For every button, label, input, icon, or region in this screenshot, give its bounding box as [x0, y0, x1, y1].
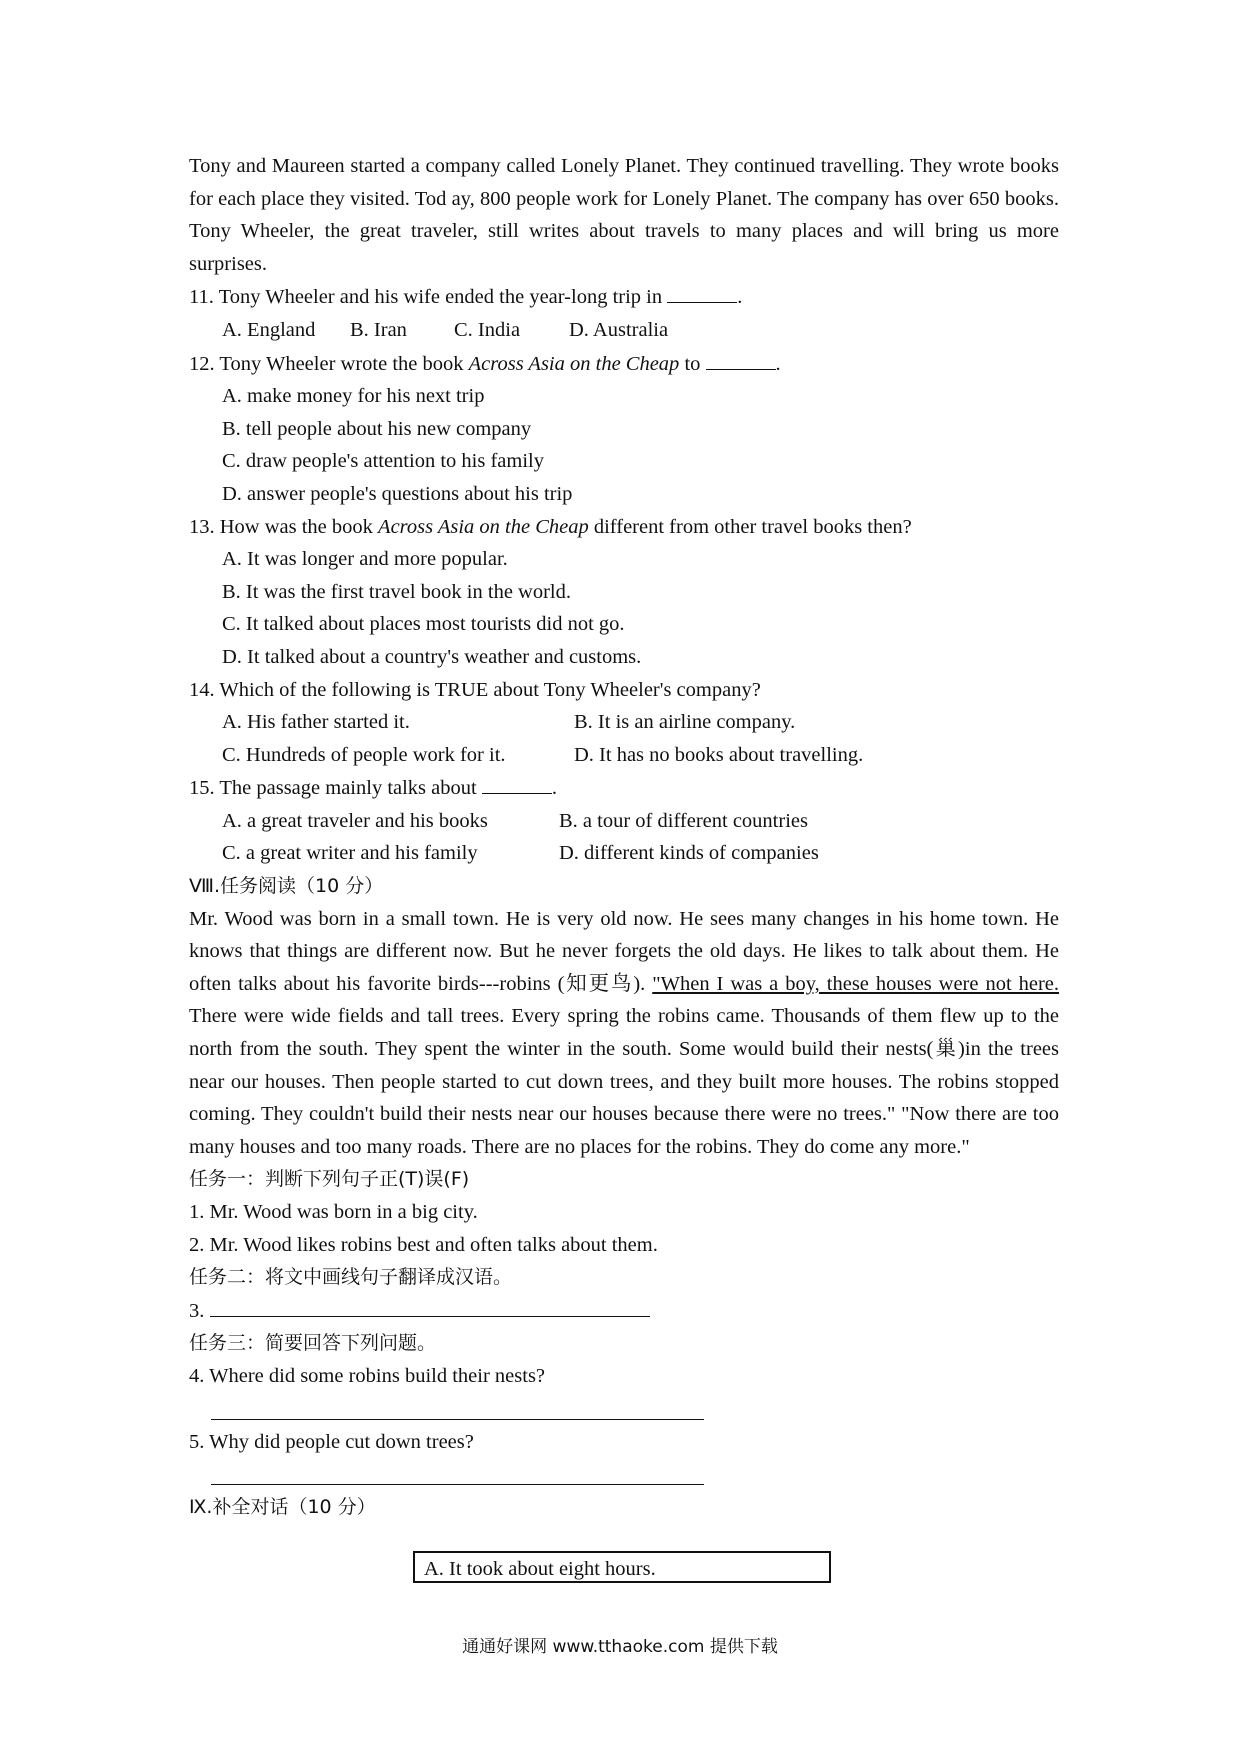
- section-8-passage: [189, 903, 1059, 1164]
- option-a: A. It was longer and more popular.: [222, 548, 508, 571]
- section-9-heading: Ⅸ.补全对话（10 分）: [189, 1496, 376, 1519]
- question-14: 14. Which of the following is TRUE about Tony Wheeler's company?: [189, 678, 761, 701]
- underlined-sentence: "When I was a boy, these houses were not here.: [652, 972, 1060, 995]
- answer-line: [211, 1458, 704, 1485]
- option-c: C. Hundreds of people work for it.: [222, 743, 506, 766]
- question-stem-end: different from other travel books then?: [588, 515, 912, 538]
- question-13: [189, 511, 1059, 544]
- exam-page: [189, 150, 1059, 1524]
- option-a: A. His father started it.: [222, 711, 410, 734]
- task-1-heading: 任务一：判断下列句子正(T)误(F): [189, 1168, 470, 1191]
- punct: .: [737, 286, 743, 309]
- book-title: Across Asia on the Cheap: [468, 352, 680, 375]
- punct: .: [775, 352, 781, 375]
- option-b: B. It was the first travel book in the world.: [222, 580, 572, 603]
- answer-blank: [482, 771, 552, 794]
- q15-options-row1: [189, 805, 1059, 838]
- punct: .: [551, 777, 557, 800]
- question-11: [189, 280, 1059, 314]
- answer-blank: [667, 280, 737, 303]
- option-a: A. England: [222, 318, 316, 341]
- option-c: C. India: [454, 318, 521, 341]
- statement-1: 1. Mr. Wood was born in a big city.: [189, 1201, 478, 1223]
- question-stem: 12. Tony Wheeler wrote the book: [189, 352, 469, 375]
- option-b: B. tell people about his new company: [222, 417, 532, 440]
- question-4: 4. Where did some robins build their nests?: [189, 1364, 546, 1387]
- option-a: A. make money for his next trip: [222, 385, 485, 408]
- question-12: [189, 347, 1059, 381]
- option-d: D. different kinds of companies: [559, 842, 819, 865]
- q14-options-row1: [189, 706, 1059, 739]
- dialogue-answer-box: A. It took about eight hours.: [413, 1551, 831, 1583]
- option-c: C. a great writer and his family: [222, 842, 478, 865]
- option-c: C. It talked about places most tourists did not go.: [222, 613, 625, 636]
- passage-text: Mr. Wood was born in a small town. He is very old now. He sees many changes in his home town. He knows that things are different now. But he never forgets the old days. He likes to talk about them. He often talks about his favorite birds---robins (知更鸟).: [189, 907, 1059, 995]
- option-b: B. a tour of different countries: [559, 809, 808, 832]
- question-stem-end: to: [679, 352, 701, 375]
- question-number: 3.: [189, 1299, 205, 1322]
- question-3: [189, 1294, 1059, 1328]
- question-stem: 15. The passage mainly talks about: [189, 777, 477, 800]
- option-d: D. It talked about a country's weather and customs.: [222, 645, 642, 668]
- option-a: A. a great traveler and his books: [222, 809, 488, 832]
- task-2-heading: 任务二：将文中画线句子翻译成汉语。: [189, 1266, 513, 1289]
- answer-blank: [706, 347, 776, 370]
- option-b: B. Iran: [350, 318, 407, 341]
- question-stem: 11. Tony Wheeler and his wife ended the year-long trip in: [189, 286, 663, 309]
- footer: 通通好课网 www.tthaoke.com 提供下载: [462, 1637, 778, 1657]
- passage-ending: Tony and Maureen started a company called Lonely Planet. They continued travelling. They wrote books for each place they visited. Tod ay, 800 people work for Lonely Planet. The company has over 650 books. Tony Wheeler, the great traveler, still writes about travels to many places and will bring us more surprises.: [189, 155, 1059, 275]
- question-stem: 13. How was the book: [189, 515, 379, 538]
- q15-options-row2: [189, 837, 1059, 870]
- section-8-heading: Ⅷ.任务阅读（10 分）: [189, 875, 384, 898]
- book-title: Across Asia on the Cheap: [378, 515, 589, 538]
- question-5: 5. Why did people cut down trees?: [189, 1430, 474, 1453]
- answer-line: [210, 1294, 650, 1317]
- option-d: D. Australia: [569, 318, 669, 341]
- option-d: D. answer people's questions about his trip: [222, 482, 573, 505]
- q11-options: [189, 314, 1059, 347]
- q14-options-row2: [189, 739, 1059, 772]
- answer-line: [211, 1393, 704, 1420]
- option-c: C. draw people's attention to his family: [222, 450, 544, 473]
- passage-text: There were wide fields and tall trees. Every spring the robins came. Thousands of them flew up to the north from the south. They spent the winter in the south. Some would build their nests(巢)in the trees near our houses. Then people started to cut down trees, and they built more houses. The robins stopped coming. They couldn't build their nests near our houses because there were no trees." "Now there are too many houses and too many roads. There are no places for the robins. They do come any more.": [189, 1005, 1059, 1158]
- question-15: [189, 771, 1059, 805]
- option-d: D. It has no books about travelling.: [574, 743, 864, 766]
- statement-2: 2. Mr. Wood likes robins best and often talks about them.: [189, 1233, 658, 1256]
- option-b: B. It is an airline company.: [574, 711, 796, 734]
- task-3-heading: 任务三：简要回答下列问题。: [189, 1332, 437, 1355]
